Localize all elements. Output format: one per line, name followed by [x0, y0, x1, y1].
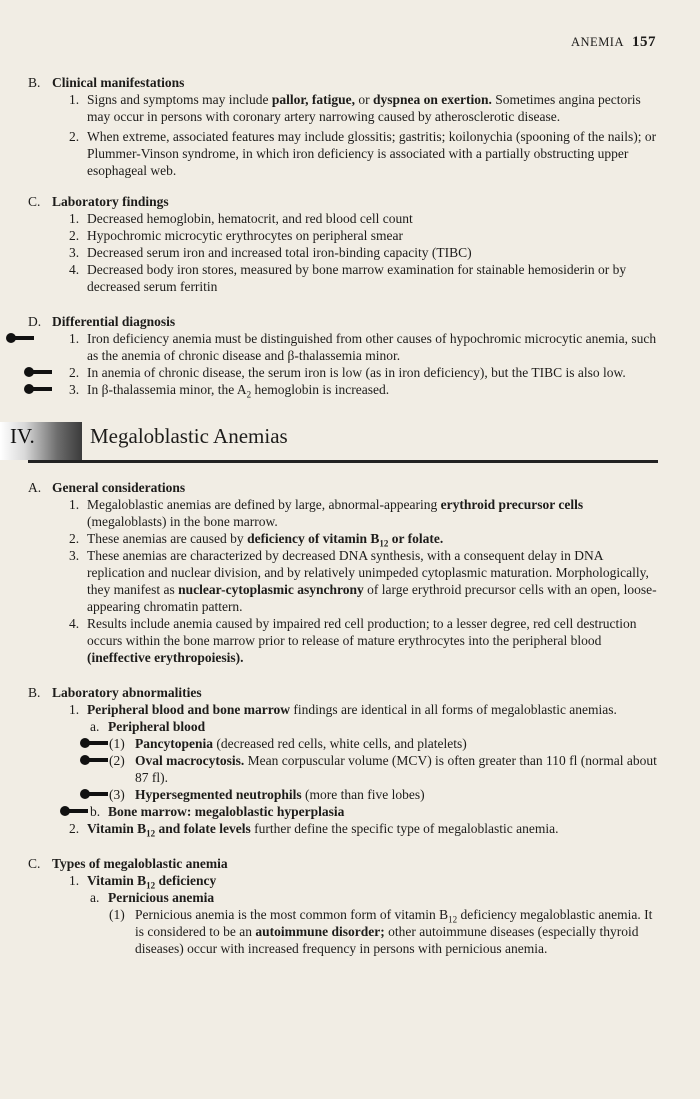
section-heading: A. General considerations: [28, 480, 186, 495]
list-item: 1. Megaloblastic anemias are defined by large, abnormal-appearing erythroid precursor cells (megaloblasts) in the bone marrow.: [69, 497, 584, 529]
key-icon: [80, 738, 106, 748]
sub-heading: 1. Vitamin $B_{12}$ deficiency: [69, 873, 217, 891]
list-item: 4. Results include anemia caused by impaired red cell production; to a lesser degree, red cell destruction occurs within the bone marrow prior to release of mature erythrocytes into the peripheral blood (ineffective erythropoiesis).: [69, 616, 637, 665]
list-item: 2. These anemias are caused by deficiency of vitamin $B_{12}$ or folate.: [69, 531, 444, 549]
sub-heading: a. Peripheral blood: [90, 719, 206, 734]
chapter-title: Megaloblastic Anemias: [90, 424, 288, 448]
section-heading: B. Clinical manifestations: [28, 75, 185, 90]
list-item: 2. When extreme, associated features may include glossitis; gastritis; koilonychia (spooning of the nails); or Plummer-Vinson syndrome, in which iron deficiency is associated with a partially obstructing upper esophageal web.: [69, 129, 657, 178]
key-icon: [24, 384, 50, 394]
list-item: 1. Signs and symptoms may include pallor, fatigue, or dyspnea on exertion. Sometimes angina pectoris may occur in persons with coronary artery narrowing caused by atherosclerotic disease.: [69, 92, 641, 124]
key-icon: [6, 333, 32, 343]
section-heading: C. Types of megaloblastic anemia: [28, 856, 228, 871]
sub-heading: a. Pernicious anemia: [90, 890, 215, 905]
page-number: 157: [632, 34, 656, 50]
header-section: ANEMIA: [571, 35, 624, 49]
chapter-number-box: IV.: [0, 422, 82, 460]
list-item: 2. Vitamin $B_{12}$ and folate levels further define the specific type of megaloblastic anemia.: [69, 821, 559, 839]
list-item: (2) Oval macrocytosis. Mean corpuscular volume (MCV) is often greater than 110 fl (normal about 87 fl).: [28, 752, 658, 786]
section-heading: B. Laboratory abnormalities: [28, 685, 202, 700]
running-header: [571, 34, 656, 51]
key-icon: [80, 789, 106, 799]
list-item: 4. Decreased body iron stores, measured by bone marrow examination for stainable hemosiderin or by decreased serum ferritin: [69, 262, 627, 294]
list-item: 1. Peripheral blood and bone marrow findings are identical in all forms of megaloblastic anemias.: [69, 702, 617, 717]
list-item: 2. Hypochromic microcytic erythrocytes on peripheral smear: [69, 228, 404, 243]
list-item: 3. These anemias are characterized by decreased DNA synthesis, with a consequent delay in DNA replication and nuclear division, and by relatively unimpeded cytoplasmic maturation. Morphologically, they manifest as nuclear-cytoplasmic asynchrony of large erythroid precursor cells with an open, loose-appearing chromatin pattern.: [69, 548, 657, 614]
page-body: [10, 74, 658, 957]
list-item: 1. Iron deficiency anemia must be distinguished from other causes of hypochromic microcytic anemia, such as the anemia of chronic disease and β-thalassemia minor.: [28, 330, 658, 364]
list-item: 3. In β-thalassemia minor, the $A_2$ hemoglobin is increased.: [28, 381, 658, 398]
list-item: (1) Pancytopenia (decreased red cells, white cells, and platelets): [28, 735, 658, 752]
key-icon: [80, 755, 106, 765]
sub-heading: b. Bone marrow: megaloblastic hyperplasia: [28, 803, 658, 820]
list-item: 3. Decreased serum iron and increased total iron-binding capacity (TIBC): [69, 245, 472, 260]
list-item: 1. Decreased hemoglobin, hematocrit, and red blood cell count: [69, 211, 413, 226]
chapter-heading: [10, 422, 658, 463]
section-heading: D. Differential diagnosis: [28, 314, 176, 329]
key-icon: [24, 367, 50, 377]
section-heading: C. Laboratory findings: [28, 194, 169, 209]
list-item: (3) Hypersegmented neutrophils (more than five lobes): [28, 786, 658, 803]
key-icon: [60, 806, 86, 816]
list-item: (1) Pernicious anemia is the most common form of vitamin $B_{12}$ deficiency megaloblastic anemia. It is considered to be an autoimmune disorder; other autoimmune diseases (especially thyroid diseases) occur with increased frequency in persons with pernicious anemia.: [109, 907, 653, 956]
list-item: 2. In anemia of chronic disease, the serum iron is low (as in iron deficiency), but the TIBC is also low.: [28, 364, 658, 381]
